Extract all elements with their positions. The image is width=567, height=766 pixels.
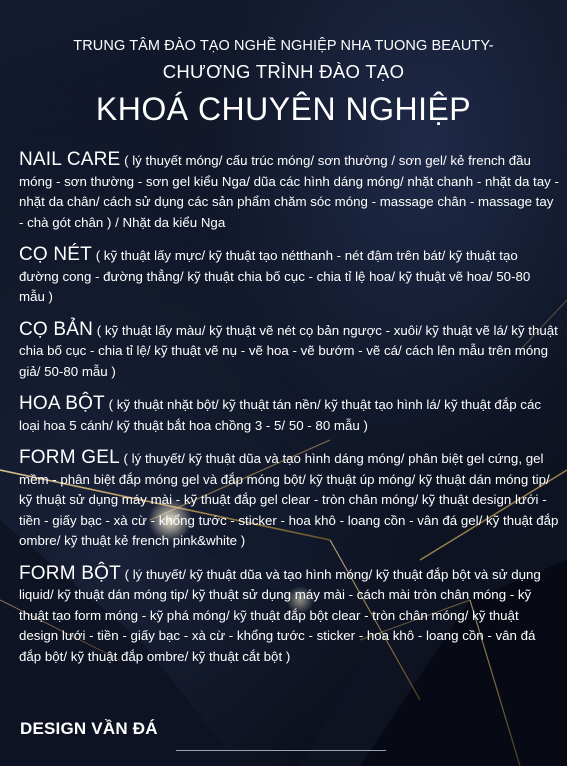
course-section-hoa-bot [19, 394, 559, 436]
footer-divider [176, 750, 386, 751]
course-heading: CỌ NÉT [19, 244, 92, 265]
course-description: ( kỹ thuật lấy mực/ kỹ thuật tạo nétthanh - nét đậm trên bát/ kỹ thuật tạo đường cong - đường thẳng/ kỹ thuật chia bố cục - chia tỉ lệ hoa/ kỹ thuật vẽ hoa/ 50-80 mẫu ) [19, 248, 531, 304]
course-description: ( lý thuyết/ kỹ thuật dũa và tạo hình dáng móng/ phân biệt gel cứng, gel mềm - phân biệt đắp móng gel và đắp móng bột/ kỹ thuật úp móng/ kỹ thuật dán móng tip/ kỹ thuật sử dụng máy mài - kỹ thuật đắp gel clear - tròn chân móng/ kỹ thuật design lưới - tiền - giấy bạc - xà cừ - khổng tước - sticker - hoa khô - loang cồn - vân đá gel/ kỹ thuật đắp ombre/ kỹ thuật kẻ french pink&white ) [19, 451, 559, 548]
design-credit: DESIGN VẦN ĐÁ [20, 719, 158, 738]
course-description: ( kỹ thuật lấy màu/ kỹ thuật vẽ nét cọ bản ngược - xuôi/ kỹ thuật vẽ lá/ kỹ thuật chia bố cục - chia tỉ lệ/ kỹ thuật vẽ nụ - vẽ hoa - vẽ bướm - vẽ cá/ cách lên mẫu trên móng giả/ 50-80 mẫu ) [19, 322, 558, 379]
program-heading: CHƯƠNG TRÌNH ĐÀO TẠO [162, 61, 405, 82]
course-list [19, 150, 559, 679]
course-section-form-gel [19, 448, 559, 552]
page-title: KHOÁ CHUYÊN NGHIỆP [95, 91, 472, 127]
course-description: ( lý thuyết/ kỹ thuật dũa và tạo hình móng/ kỹ thuật đắp bột và sử dụng liquid/ kỹ thuật dán móng tip/ kỹ thuật sử dụng máy mài - cách mài tròn chân móng - kỹ thuật tạo form móng - kỹ phá móng/ kỹ thuật đắp bột clear - tròn chân móng/ kỹ thuật design lưới - tiền - giấy bạc - xà cừ - khổng tước - sticker - hoa khô - loang cồn - vân đá đắp bột/ kỹ thuật đắp ombre/ kỹ thuật cắt bột ) [19, 566, 541, 664]
course-description: ( kỹ thuật nhặt bột/ kỹ thuật tán nền/ kỹ thuật tạo hình lá/ kỹ thuật đắp các loại hoa 5 cánh/ kỹ thuật bắt hoa chồng 3 - 5/ 50 - 80 mẫu ) [19, 397, 541, 433]
course-section-co-ban [19, 320, 559, 383]
course-heading: HOA BỘT [19, 393, 105, 414]
course-section-form-bot [19, 564, 559, 668]
course-heading: FORM GEL [19, 447, 120, 468]
course-section-nail-care [19, 150, 559, 233]
course-section-co-net [19, 245, 559, 308]
course-description: ( lý thuyết móng/ cấu trúc móng/ sơn thường / sơn gel/ kẻ french đầu móng - sơn thường - sơn gel kiểu Nga/ dũa các hình dáng móng/ nhặt chanh - nhặt da tay - nhặt da chân/ cách sử dụng các sản phẩm chăm sóc móng - massage chân - massage tay - chà gót chân ) / Nhặt da kiểu Nga [19, 153, 559, 230]
training-center-subtitle: TRUNG TÂM ĐÀO TẠO NGHỀ NGHIỆP NHA TUONG BEAUTY- [73, 38, 494, 54]
course-heading: FORM BỘT [19, 562, 121, 584]
course-heading: NAIL CARE [19, 149, 121, 170]
course-heading: CỌ BẢN [19, 318, 94, 340]
